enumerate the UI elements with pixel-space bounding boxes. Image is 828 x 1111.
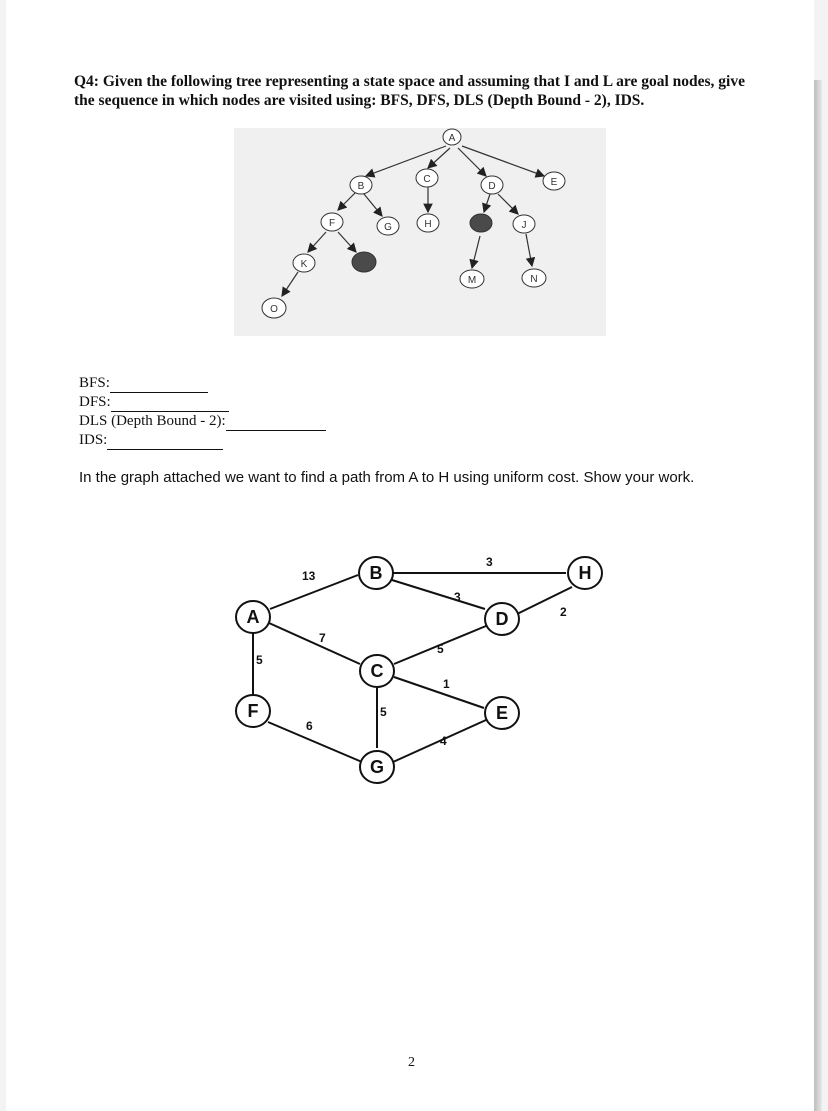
tree-node-f	[321, 213, 343, 231]
edge-cost-c-e: 1	[443, 677, 450, 691]
tree-node-c	[416, 169, 438, 187]
tree-node-m	[460, 270, 484, 288]
svg-text:C: C	[370, 661, 384, 681]
ids-answer-line	[79, 431, 326, 450]
graph-edge-f-g	[268, 722, 362, 762]
tree-edge-k-o	[282, 272, 298, 296]
tree-edge-a-d	[458, 148, 486, 176]
svg-text:B: B	[369, 563, 383, 583]
tree-node-i-goal	[470, 214, 492, 232]
edge-cost-a-b: 13	[302, 569, 316, 583]
svg-text:J: J	[521, 220, 527, 231]
svg-text:A: A	[246, 607, 260, 627]
edge-cost-g-e: 4	[440, 734, 447, 748]
tree-node-j	[513, 215, 535, 233]
svg-text:C: C	[423, 174, 431, 185]
tree-edge-d-j	[498, 194, 518, 214]
ids-answer-blank[interactable]	[107, 435, 223, 450]
tree-node-h	[417, 214, 439, 232]
tree-edge-b-g	[364, 194, 382, 216]
graph-node-e	[485, 697, 519, 729]
tree-node-b	[350, 176, 372, 194]
page-number: 2	[408, 1055, 415, 1070]
svg-text:G: G	[369, 757, 385, 777]
graph-node-c	[360, 655, 394, 687]
ids-label: IDS:	[79, 432, 108, 448]
svg-text:D: D	[488, 181, 496, 192]
svg-text:L: L	[361, 258, 367, 269]
tree-node-o	[262, 298, 286, 318]
graph-node-a	[236, 601, 270, 633]
dfs-label: DFS:	[79, 394, 111, 410]
graph-node-d	[485, 603, 519, 635]
graph-edge-a-c	[269, 623, 360, 664]
svg-text:D: D	[495, 609, 509, 629]
edge-cost-b-d: 3	[454, 590, 461, 604]
svg-text:H: H	[578, 563, 592, 583]
weighted-graph	[220, 540, 620, 800]
svg-text:H: H	[424, 219, 432, 230]
tree-edge-f-k	[308, 232, 326, 252]
tree-node-g	[377, 217, 399, 235]
tree-node-a	[443, 129, 461, 145]
graph-edge-b-d	[392, 580, 485, 609]
dls-label: DLS (Depth Bound - 2):	[79, 413, 226, 429]
svg-text:O: O	[270, 304, 278, 315]
svg-text:A: A	[448, 133, 456, 144]
tree-node-e	[543, 172, 565, 190]
tree-edge-i-m	[472, 236, 480, 268]
svg-text:B: B	[357, 181, 365, 192]
svg-text:M: M	[467, 275, 477, 286]
tree-node-n	[522, 269, 546, 287]
svg-text:E: E	[550, 177, 558, 188]
dls-answer-line	[79, 412, 326, 431]
svg-text:K: K	[300, 259, 308, 270]
edge-cost-c-g: 5	[380, 705, 387, 719]
tree-node-d	[481, 176, 503, 194]
tree-node-k	[293, 254, 315, 272]
edge-cost-a-c: 7	[319, 631, 326, 645]
dls-answer-blank[interactable]	[226, 416, 326, 431]
edge-cost-a-f: 5	[256, 653, 263, 667]
page-edge-shadow	[814, 80, 822, 1111]
svg-text:F: F	[247, 701, 259, 721]
tree-edge-f-l	[338, 232, 356, 252]
svg-text:F: F	[328, 218, 336, 229]
tree-edge-b-f	[338, 192, 356, 210]
svg-text:G: G	[384, 222, 392, 233]
uniform-cost-question: In the graph attached we want to find a path from A to H using uniform cost. Show your work.	[79, 469, 695, 486]
svg-text:E: E	[495, 703, 509, 723]
bfs-answer-blank[interactable]	[110, 378, 208, 393]
graph-node-g	[360, 751, 394, 783]
graph-node-f	[236, 695, 270, 727]
svg-text:N: N	[530, 274, 538, 285]
question-title: Q4: Given the following tree representing a state space and assuming that I and L are goal nodes, give the sequence in which nodes are visited using: BFS, DFS, DLS (Depth Bound - 2), IDS.	[74, 73, 745, 109]
dfs-answer-blank[interactable]	[111, 397, 229, 412]
bfs-label: BFS:	[79, 375, 110, 391]
tree-edge-j-n	[526, 234, 532, 266]
tree-edge-a-e	[462, 146, 544, 176]
svg-text:I: I	[479, 219, 483, 230]
answer-section	[79, 374, 326, 450]
tree-figure	[234, 128, 606, 336]
tree-node-l-goal	[352, 252, 376, 272]
graph-edge-c-e	[394, 677, 484, 708]
edge-cost-f-g: 6	[306, 719, 313, 733]
dfs-answer-line	[79, 393, 326, 412]
graph-node-b	[359, 557, 393, 589]
bfs-answer-line	[79, 374, 326, 393]
edge-cost-b-h: 3	[486, 555, 493, 569]
edge-cost-c-d: 5	[437, 642, 444, 656]
graph-node-h	[568, 557, 602, 589]
edge-cost-d-h: 2	[560, 605, 567, 619]
tree-edge-d-i	[484, 194, 490, 212]
